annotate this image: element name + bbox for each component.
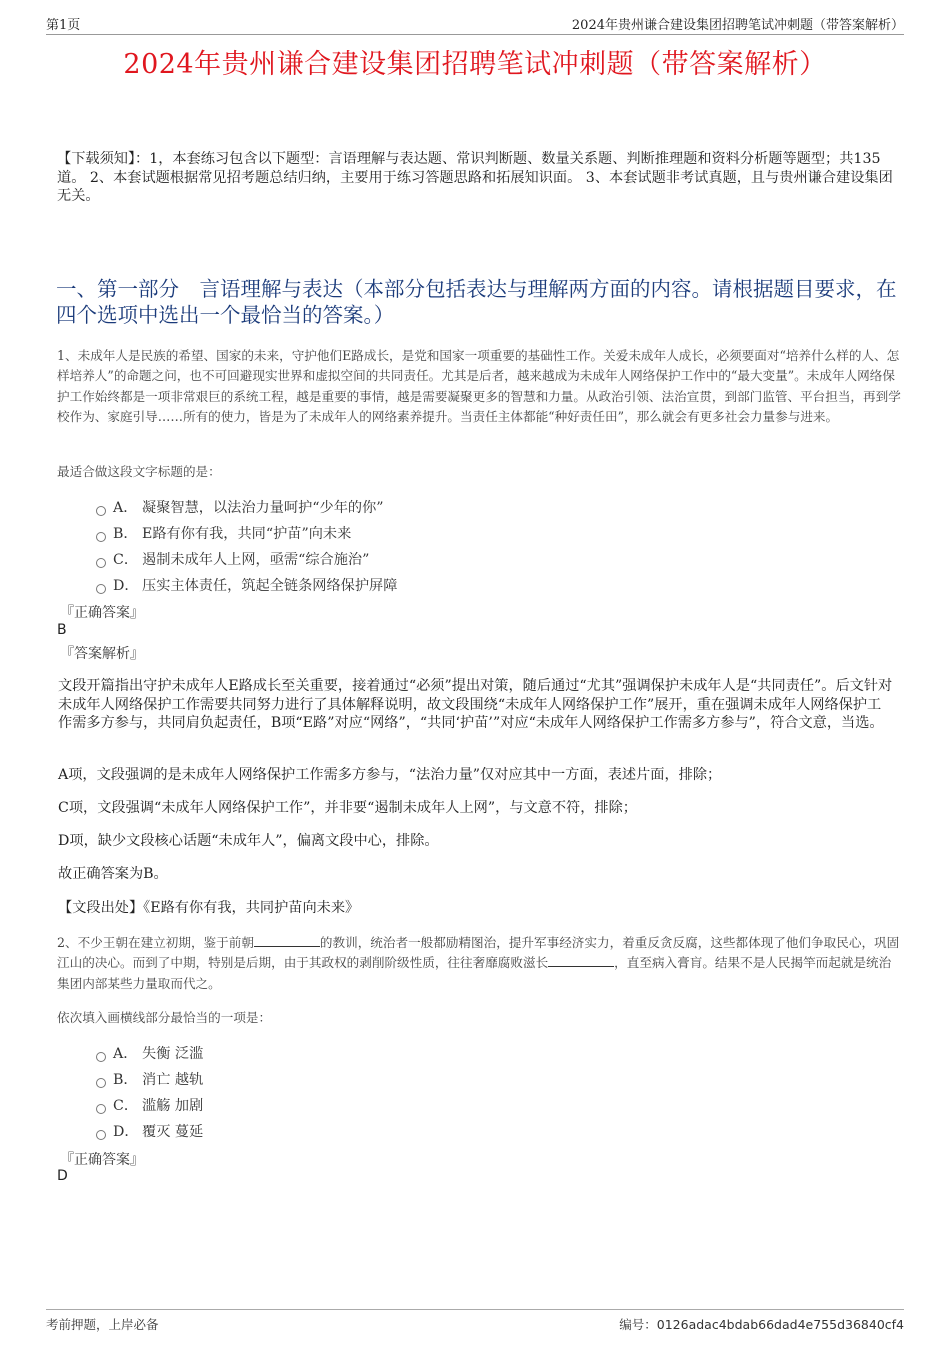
header-doc-title: 2024年贵州谦合建设集团招聘笔试冲刺题（带答案解析）	[571, 18, 904, 33]
section-heading: 一、第一部分 言语理解与表达（本部分包括表达与理解两方面的内容。请根据题目要求，在四个选项中选出一个最恰当的答案。）	[56, 277, 897, 327]
question-2-option-b[interactable]: B． 消亡 越轨	[96, 1069, 203, 1089]
radio-icon[interactable]	[96, 532, 106, 542]
page-header	[46, 14, 904, 35]
radio-icon[interactable]	[96, 558, 106, 568]
radio-icon[interactable]	[96, 1104, 106, 1114]
question-1-analysis-d: D项，缺少文段核心话题“未成年人”，偏离文段中心，排除。	[58, 833, 439, 849]
page-footer	[46, 1309, 904, 1332]
question-1-option-c[interactable]: C． 遏制未成年人上网，亟需“综合施治”	[96, 549, 369, 569]
question-1-text: 1、未成年人是民族的希望、国家的未来，守护他们E路成长，是党和国家一项重要的基础性工作。关爱未成年人成长，必须要面对“培养什么样的人、怎样培养人”的命题之问，也不可回避现实世界和虚拟空间的共同责任。尤其是后者，越来越成为未成年人网络保护工作中的“最大变量”。未成年人网络保护工作始终都是一项非常艰巨的系统工程，越是重要的事情，越是需要凝聚更多的智慧和力量。从政治引领、法治宣贯，到部门监管、平台担当，再到学校作为、家庭引导……所有的使力，皆是为了未成年人的网络素养提升。当责任主体都能“种好责任田”，那么就会有更多社会力量参与进来。	[57, 348, 901, 424]
correct-answer-label-2: 『正确答案』	[60, 1152, 144, 1168]
question-2-answer: D	[57, 1168, 68, 1184]
question-2-option-c[interactable]: C． 滥觞 加剧	[96, 1095, 203, 1115]
footer-slogan: 考前押题，上岸必备	[46, 1317, 159, 1332]
question-1-conclusion: 故正确答案为B。	[58, 866, 168, 882]
question-1-source: 【文段出处】《E路有你有我，共同护苗向未来》	[58, 900, 360, 916]
question-1-option-b[interactable]: B． E路有你有我，共同“护苗”向未来	[96, 523, 351, 543]
question-1-prompt: 最适合做这段文字标题的是：	[57, 464, 221, 479]
analysis-label: 『答案解析』	[60, 646, 144, 662]
page-number: 第1页	[46, 18, 81, 33]
radio-icon[interactable]	[96, 1078, 106, 1088]
question-2-option-a[interactable]: A． 失衡 泛滥	[96, 1043, 203, 1063]
radio-icon[interactable]	[96, 1130, 106, 1140]
question-1-option-a[interactable]: A． 凝聚智慧，以法治力量呵护“少年的你”	[96, 497, 384, 517]
correct-answer-label: 『正确答案』	[60, 605, 144, 621]
footer-code: 编号：0126adac4bdab66dad4e755d36840cf4	[619, 1317, 904, 1332]
question-2-option-d[interactable]: D． 覆灭 蔓延	[96, 1121, 203, 1141]
radio-icon[interactable]	[96, 506, 106, 516]
document-title: 2024年贵州谦合建设集团招聘笔试冲刺题（带答案解析）	[123, 49, 827, 80]
question-1-analysis-c: C项，文段强调“未成年人网络保护工作”，并非要“遏制未成年人上网”，与文意不符，排除；	[58, 800, 637, 816]
download-notice: 【下载须知】：1，本套练习包含以下题型：言语理解与表达题、常识判断题、数量关系题、判断推理题和资料分析题等题型；共135道。 2、本套试题根据常见招考题总结归纳，主要用于练习答题思路和拓展知识面。 3、本套试题非考试真题，且与贵州谦合建设集团无关。	[57, 151, 893, 204]
question-1-option-d[interactable]: D． 压实主体责任，筑起全链条网络保护屏障	[96, 575, 397, 595]
question-2-text: 2、不少王朝在建立初期，鉴于前朝 的教训，统治者一般都励精图治，提升军事经济实力，着重反贪反腐，这些都体现了他们争取民心，巩固江山的决心。而到了中期，特别是后期，由于其政权的剥削阶级性质，往往奢靡腐败滋长 ，直至病入膏肓。结果不是人民揭竿而起就是统治集团内部某些力量取而代之。	[57, 935, 900, 991]
radio-icon[interactable]	[96, 1052, 106, 1062]
blank-1	[254, 934, 320, 947]
radio-icon[interactable]	[96, 584, 106, 594]
question-1-answer: B	[57, 622, 67, 638]
question-1-analysis-main: 文段开篇指出守护未成年人E路成长至关重要，接着通过“必须”提出对策，随后通过“尤其”强调保护未成年人是“共同责任”。后文针对未成年人网络保护工作需要共同努力进行了具体解释说明，故文段围绕“未成年人网络保护工作”展开，重在强调未成年人网络保护工作需多方参与，共同肩负起责任，B项“E路”对应“网络”，“共同‘护苗’”对应“未成年人网络保护工作需多方参与”，符合文意，当选。	[58, 678, 893, 731]
question-1-analysis-a: A项，文段强调的是未成年人网络保护工作需多方参与，“法治力量”仅对应其中一方面，表述片面，排除；	[58, 767, 722, 783]
question-2-prompt: 依次填入画横线部分最恰当的一项是：	[57, 1010, 272, 1025]
blank-2	[548, 954, 614, 967]
